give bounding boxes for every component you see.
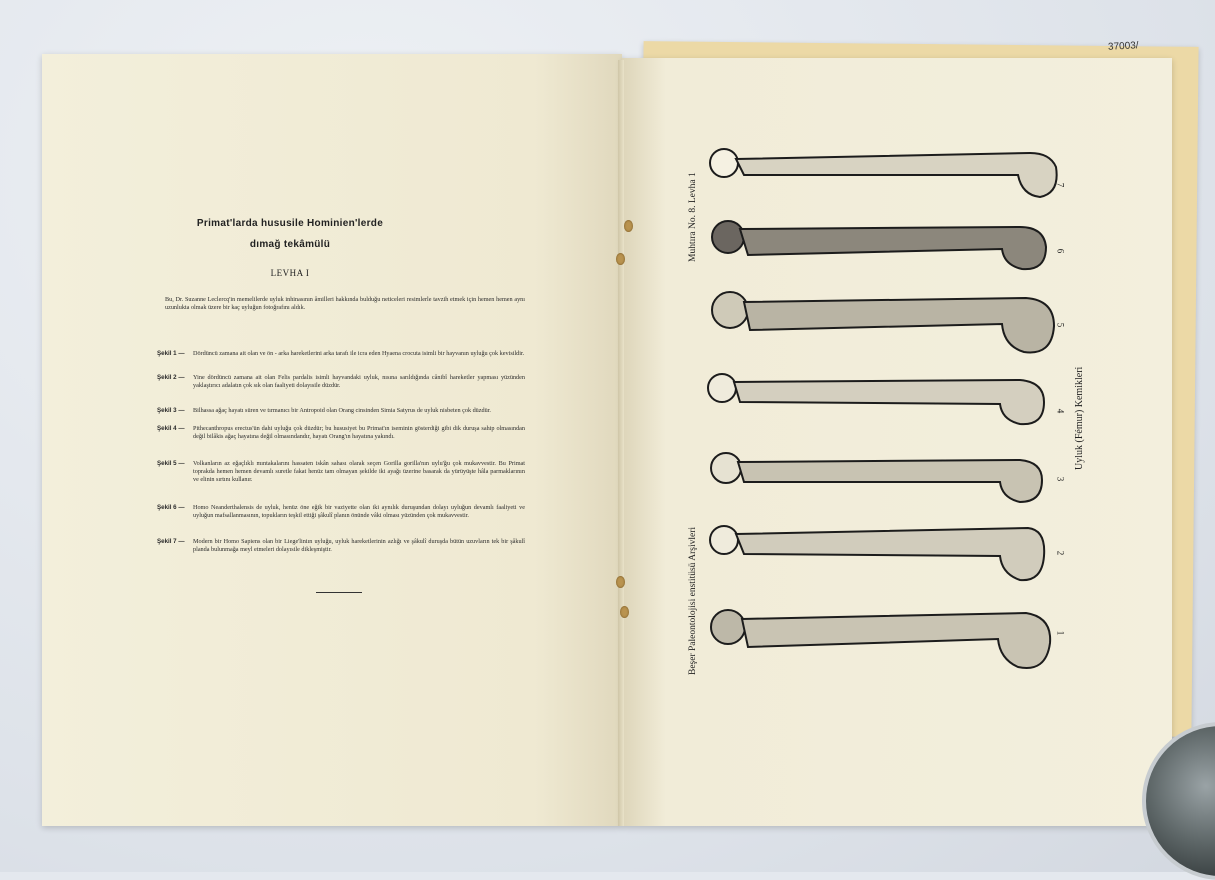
figure-text: Dördüncü zamana ait olan ve ön - arka hareketlerini arka tarafı ile icra eden Hyaena crocuta isimli bir hayvanın uyluğu çok kevisildir.	[193, 350, 525, 357]
figure-text: Homo Neanderthalensis de uyluk, henüz öne eğik bir vaziyette olan iki aynılık duruşundan dolayı uyluğun devamlı faaliyeti ve uyluğun mafsallanmasının, topukların teşkil ettiği şâkulî planın önünde vâki olması yüzünden çok mukavvestir.	[193, 504, 525, 519]
figure-label: Şekil 2 —	[157, 374, 185, 381]
end-rule	[316, 592, 362, 593]
femur-number-1: 1	[1055, 630, 1066, 636]
series-label: Muhtıra No. 8. Levha 1	[688, 172, 698, 262]
femur-plate	[700, 135, 1070, 695]
intro-paragraph: Bu, Dr. Suzanne Leclercq'in memelilerde uyluk inhinasının âmilleri hakkında bulduğu neticeleri resimlerle tavzih etmek için hemen hemen aynı uzunlukta olmak üzere bir kaç uyluğun fotoğrafını aldık.	[165, 296, 525, 311]
femur-number-6: 6	[1055, 248, 1066, 254]
femur-drawing	[708, 374, 1044, 424]
archive-label: Beşer Paleontolojisi enstitüsü Arşivleri	[688, 526, 698, 675]
figure-label: Şekil 5 —	[157, 460, 185, 467]
figure-label: Şekil 1 —	[157, 350, 185, 357]
document-title: Primat'larda hususile Hominien'lerde	[196, 218, 384, 229]
figure-label: Şekil 3 —	[157, 407, 185, 414]
book-gutter	[618, 60, 624, 826]
figure-text: Volkanların az eğaçlıklı mıntakalarını hassaten iskân sahası olarak seçen Gorilla gorilla'nın uylu'ğu çok mukavvestir. Bu Primat toprakda hemen hemen devamlı suretle fakat henüz tam olmayan şekilde iki ayağı üzerine basarak da yürüyüşte hâla parmaklarının ve elinin sırtını kullanır.	[193, 460, 525, 483]
figure-text: Pithecanthropus erectus'ün dahi uyluğu çok düzdür; bu hususiyet bu Primat'ın iseminin gösterdiği gibi dik duruşa sahip olmasından değil bilâkis ağaç hayatına değil olmasındandır, hayatı Orang'ın hayatına yakındı.	[193, 425, 525, 440]
document-title-line2: dımağ tekâmülü	[249, 239, 331, 250]
figure-label: Şekil 6 —	[157, 504, 185, 511]
staple-hole	[620, 606, 629, 618]
femur-number-3: 3	[1055, 476, 1066, 482]
femur-drawing	[711, 453, 1042, 502]
figure-label: Şekil 7 —	[157, 538, 185, 545]
femur-drawing	[710, 149, 1057, 197]
femur-drawing	[711, 610, 1050, 668]
femur-drawing	[710, 526, 1044, 580]
staple-hole	[616, 576, 625, 588]
femur-number-4: 4	[1055, 408, 1066, 414]
plate-heading: LEVHA I	[270, 268, 310, 278]
femur-number-5: 5	[1055, 322, 1066, 328]
femur-drawing	[712, 221, 1046, 269]
femur-drawing	[712, 292, 1054, 352]
plate-caption: Uyluk (Fémur) Kemikleri	[1074, 366, 1085, 470]
accession-number: 37003/	[1107, 40, 1139, 53]
femur-number-7: 7	[1055, 182, 1066, 188]
figure-text: Bilhassa ağaç hayatı süren ve tırmanıcı bir Antropoid olan Orang cinsinden Simia Satyrus de uyluk nisbeten çok düzdür.	[193, 407, 491, 414]
staple-hole	[616, 253, 625, 265]
staple-hole	[624, 220, 633, 232]
femur-number-2: 2	[1055, 550, 1066, 556]
figure-text: Modern bir Homo Sapiens olan bir Liege'liniın uyluğu, uyluk hareketlerinin azlığı ve şâkulî duruşda bütün uzuvların tek bir şâkulî planda bulunmağa meyl etmeleri dolayısile dikleşmiştir.	[193, 538, 525, 553]
figure-text: Yine dördüncü zamana ait olan Felis pardalis isimli hayvandaki uyluk, nısına sarıldığında cânibî hareketler yapması yüzünden yaklaştırıcı adalatın çok sık olan faaliyeti dolayısile düzdür.	[193, 374, 525, 389]
figure-label: Şekil 4 —	[157, 425, 185, 432]
